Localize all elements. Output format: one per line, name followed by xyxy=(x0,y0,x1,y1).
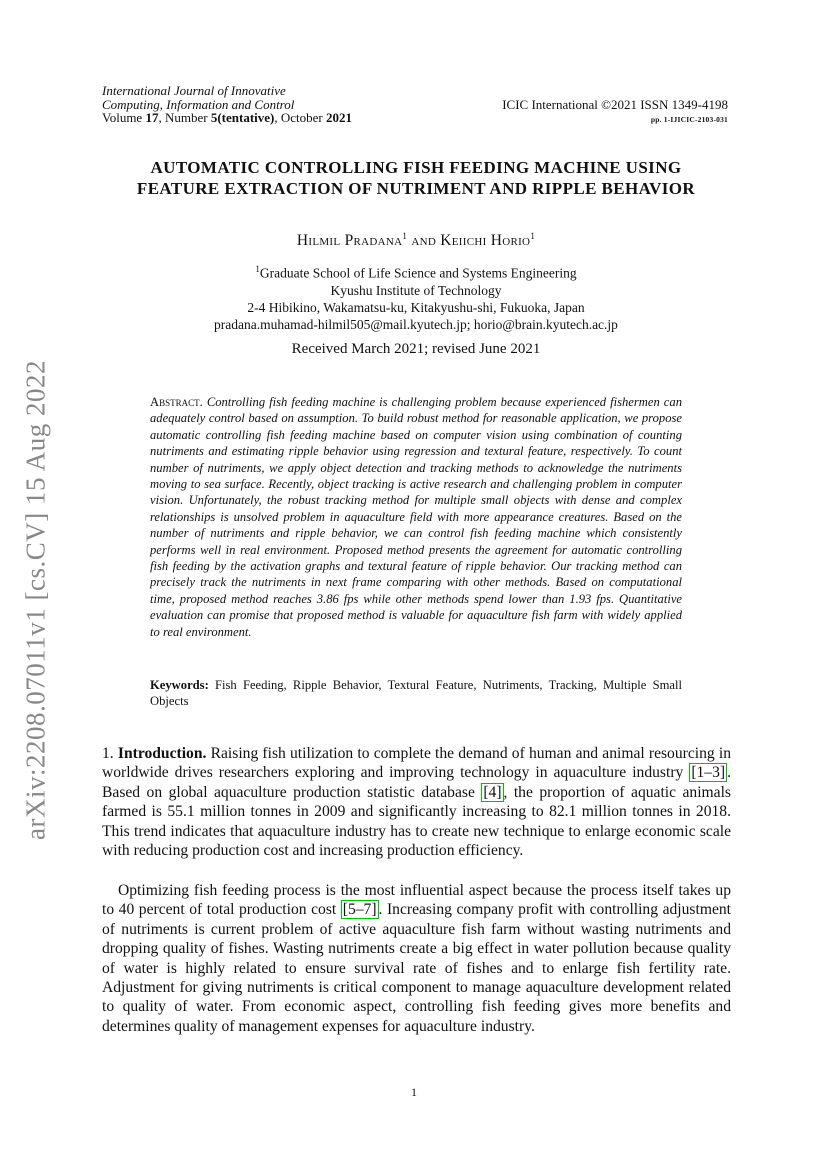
volume-number: 17 xyxy=(145,110,159,125)
keywords-text: Fish Feeding, Ripple Behavior, Textural Feature, Nutriments, Tracking, Multiple Small Objects xyxy=(150,678,682,709)
citation-link[interactable]: [1–3] xyxy=(691,764,726,782)
journal-name-line1: International Journal of Innovative xyxy=(102,83,286,98)
section-number: 1. xyxy=(102,745,114,762)
journal-header xyxy=(102,84,352,125)
journal-name-line2: Computing, Information and Control xyxy=(102,96,295,112)
keywords xyxy=(150,677,682,710)
abstract-label: Abstract. xyxy=(150,395,203,409)
author-list: Hilmil Pradana$^1$ and Keiichi Horio$^1$ xyxy=(296,231,536,250)
intro-paragraph-1: 1. Introduction. Raising fish utilization to complete the demand of human and animal resourcing in worldwide drives researchers exploring and improving technology in aquaculture industry [1–3] . Based on global aquaculture production statistic database [4] , the proportion of aquatic animals farmed is 55.1 million tonnes in 2009 and significantly increasing to 82.1 million tonnes in 2018. This trend indicates that aquaculture industry has to create new technique to enlarge economic scale with reducing production cost and increasing production efficiency. xyxy=(102,745,731,860)
affiliation: $^1$Graduate School of Life Science and Systems Engineering Kyushu Institute of Technology 2-4 Hibikino, Wakamatsu-ku, Kitakyushu-shi, Fukuoka, Japan pradana.muhamad-hilmil505@mail.kyutech.jp; horio@brain.kyutech.ac.jp xyxy=(60,261,772,333)
received-dates: Received March 2021; revised June 2021 xyxy=(291,341,541,357)
author-name: Keiichi Horio xyxy=(440,232,531,250)
author-emails: pradana.muhamad-hilmil505@mail.kyutech.jp; horio@brain.kyutech.ac.jp xyxy=(214,316,618,332)
publisher-header xyxy=(502,97,728,127)
issue-number: 5(tentative) xyxy=(210,110,275,125)
year: 2021 xyxy=(325,110,352,125)
publisher-info: ICIC International ©2021 ISSN 1349-4198 xyxy=(502,97,728,112)
citation-link[interactable]: [4] xyxy=(483,783,502,801)
paper-title: AUTOMATIC CONTROLLING FISH FEEDING MACHINE USING FEATURE EXTRACTION OF NUTRIMENT AND RIPPLE BEHAVIOR xyxy=(136,158,696,198)
intro-paragraph-2: Optimizing fish feeding process is the most influential aspect because the process itself takes up to 40 percent of total production cost [5–7] . Increasing company profit with controlling adjustment of nutriments is current problem of active aquaculture fish farm without wasting nutriments and dropping quality of fishes. Wasting nutriments create a big effect in water pollution because quality of water is highly related to ensure survival rate of fishes and to enlarge fish fertility rate. Adjustment for giving nutriments is critical component to manage aquaculture development related to quality of water. From economic aspect, controlling fish feeding gives more benefits and determines quality of management expenses for aquaculture industry. xyxy=(102,882,731,1035)
volume-line: Volume 17, Number 5(tentative), October 2021 xyxy=(102,110,352,125)
author-name: Hilmil Pradana xyxy=(296,232,403,250)
page-range: pp. 1-IJICIC-2103-031 xyxy=(650,115,728,124)
abstract xyxy=(150,394,682,640)
section-title: Introduction. xyxy=(117,745,207,762)
abstract-text: Controlling fish feeding machine is challenging problem because experienced fishermen can adequately control based on assumption. To build robust method for reasonable application, we propose automatic controlling fish feeding machine based on computer vision using combination of counting nutriments and estimating ripple behavior using regression and textural feature, respectively. To count number of nutriments, we apply object detection and tracking methods to acknowledge the nutriments moving to sea surface. Recently, object tracking is active research and challenging problem in computer vision. Unfortunately, the robust tracking method for multiple small objects with dense and complex relationships is unsolved problem in aquaculture field with more appearance creatures. Based on the number of nutriments and ripple behavior, we can control fish feeding machine which consistently performs well in real environment. Proposed method presents the agreement for automatic controlling fish feeding by the activation graphs and textural feature of ripple behavior. Our tracking method can precisely track the nutriments in next frame comparing with other methods. Based on computational time, proposed method reaches 3.86 fps while other methods spend lower than 1.93 fps. Quantitative evaluation can promise that proposed method is valuable for aquaculture fish farm with widely applied to real environment. xyxy=(150,395,682,639)
citation-link[interactable]: [5–7] xyxy=(342,901,377,919)
arxiv-stamp: arXiv:2208.07011v1 [cs.CV] 15 Aug 2022 xyxy=(20,360,51,840)
page-number: 1 xyxy=(411,1085,417,1099)
keywords-label: Keywords: xyxy=(150,678,209,692)
